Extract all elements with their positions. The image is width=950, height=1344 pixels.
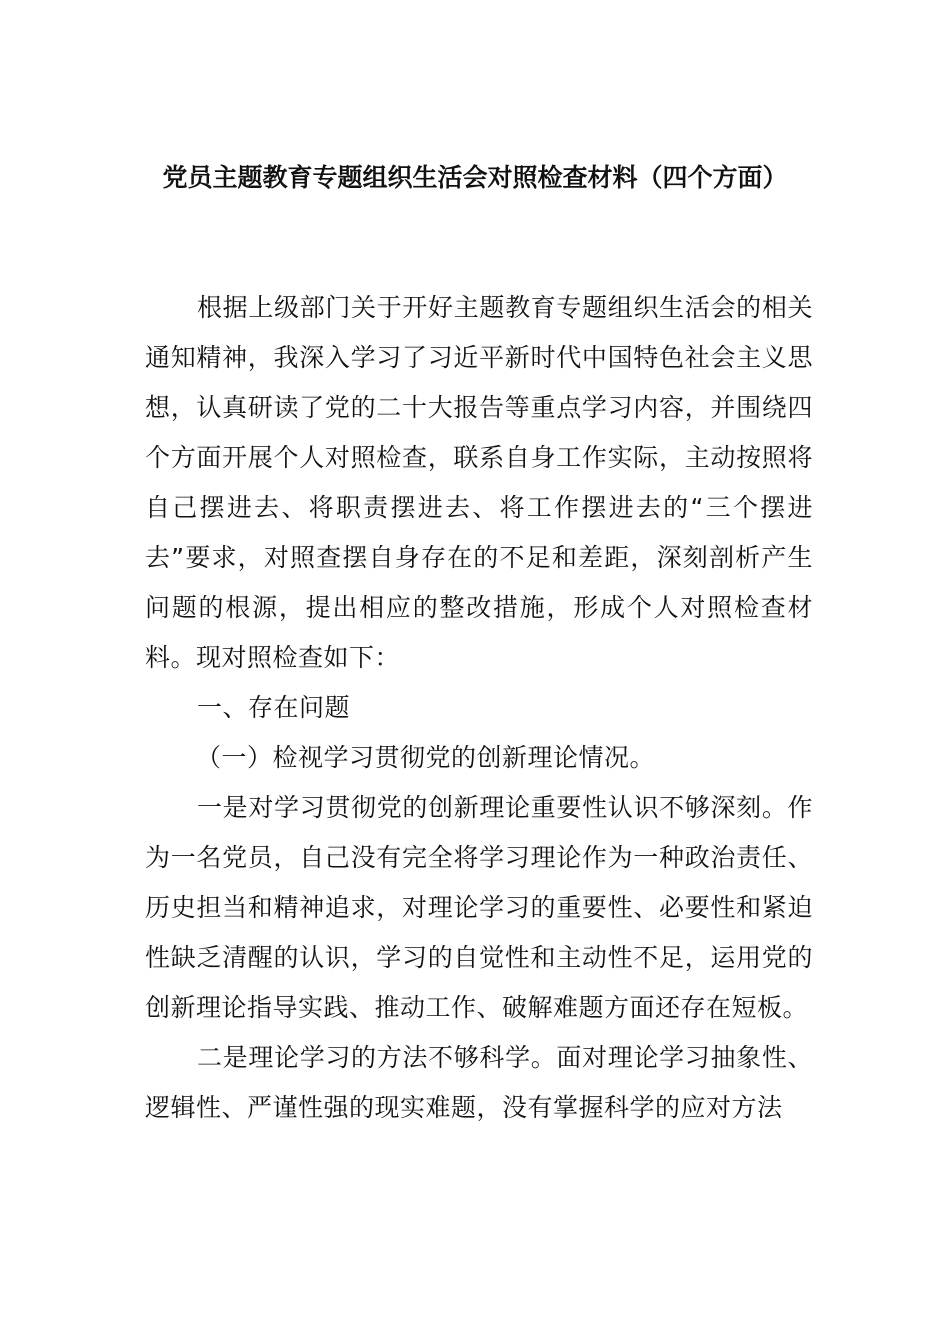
subsection-heading: （一）检视学习贯彻党的创新理论情况。 xyxy=(196,743,656,772)
document-body xyxy=(145,283,813,1133)
section-heading: 一、存在问题 xyxy=(197,693,351,722)
intro-paragraph: 根据上级部门关于开好主题教育专题组织生活会的相关通知精神，我深入学习了习近平新时代中国特色社会主义思想，认真研读了党的二十大报告等重点学习内容，并围绕四个方面开展个人对照检查，联系自身工作实际，主动按照将自己摆进去、将职责摆进去、将工作摆进去的“三个摆进去”要求，对照查摆自身存在的不足和差距，深刻剖析产生问题的根源，提出相应的整改措施，形成个人对照检查材料。现对照检查如下： xyxy=(145,293,813,672)
body-paragraph: 一是对学习贯彻党的创新理论重要性认识不够深刻。作为一名党员，自己没有完全将学习理论作为一种政治责任、历史担当和精神追求，对理论学习的重要性、必要性和紧迫性缺乏清醒的认识，学习的自觉性和主动性不足，运用党的创新理论指导实践、推动工作、破解难题方面还存在短板。 xyxy=(145,793,813,1022)
document-title: 党员主题教育专题组织生活会对照检查材料（四个方面） xyxy=(162,163,788,192)
body-paragraph: 二是理论学习的方法不够科学。面对理论学习抽象性、逻辑性、严谨性强的现实难题，没有掌握科学的应对方法 xyxy=(145,1043,813,1122)
